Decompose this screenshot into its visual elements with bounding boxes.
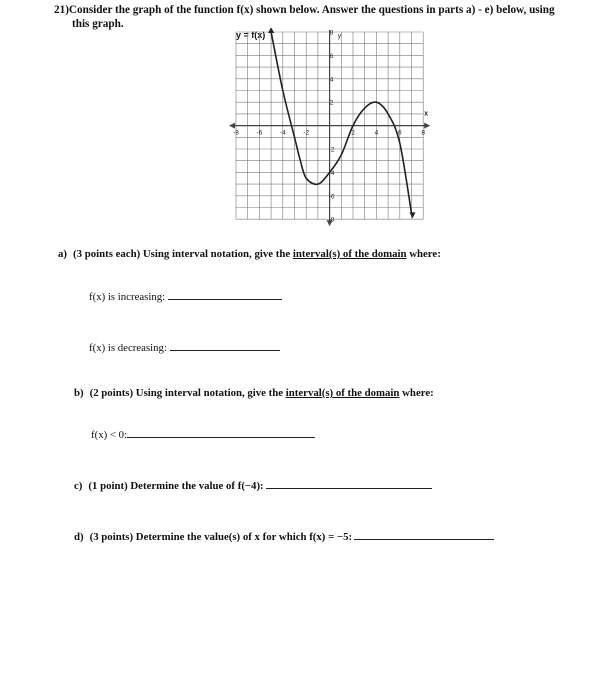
part-d-label: d) xyxy=(74,531,84,543)
part-b-underlined: interval(s) of the domain xyxy=(285,387,400,399)
part-d-answer-blank[interactable] xyxy=(354,530,494,540)
part-b-text: (2 points) Using interval notation, give the xyxy=(89,387,286,399)
x-tick-label: 6 xyxy=(397,129,402,137)
curve-arrow-end xyxy=(410,212,416,218)
negative-condition-label: f(x) < 0: xyxy=(91,429,128,441)
part-c-text: (1 point) Determine the value of f(−4): xyxy=(88,480,264,492)
decreasing-answer-blank[interactable] xyxy=(170,341,280,351)
curve-arrow-start xyxy=(268,28,274,33)
part-a-decreasing xyxy=(89,341,280,354)
question-intro-line1: Consider the graph of the function f(x) shown below. Answer the questions in parts a) - e) below, using xyxy=(68,4,555,16)
negative-answer-blank[interactable] xyxy=(127,428,315,438)
part-b-condition xyxy=(91,428,315,441)
x-tick-label: 2 xyxy=(351,129,355,137)
part-b-text-after: where: xyxy=(399,387,434,399)
x-tick-label: 4 xyxy=(374,129,379,137)
y-tick-label: -4 xyxy=(328,169,335,177)
x-axis-arrow-right xyxy=(424,123,430,129)
question-intro-line2: this graph. xyxy=(72,17,124,30)
part-a-prompt xyxy=(58,248,441,261)
part-c-prompt xyxy=(74,479,432,493)
question-intro xyxy=(54,4,584,31)
part-a-label: a) xyxy=(58,248,67,260)
question-number: 21) xyxy=(54,4,69,16)
part-d-text: (3 points) Determine the value(s) of x for which f(x) = −5: xyxy=(89,531,353,543)
y-tick-label: 8 xyxy=(329,29,334,37)
part-c-label: c) xyxy=(74,480,83,492)
y-tick-label: -8 xyxy=(328,216,335,224)
part-a-underlined: interval(s) of the domain xyxy=(292,248,407,260)
y-tick-label: 4 xyxy=(329,76,334,84)
y-tick-label: -2 xyxy=(328,146,335,154)
y-axis-label: y xyxy=(337,33,342,40)
y-tick-label: 2 xyxy=(329,99,334,107)
x-tick-label: -8 xyxy=(233,129,239,137)
x-tick-label: -6 xyxy=(256,129,263,137)
graph-title: y = f(x) xyxy=(236,30,266,40)
part-a-increasing xyxy=(89,290,282,303)
increasing-answer-blank[interactable] xyxy=(168,290,282,300)
part-d-prompt xyxy=(74,530,494,544)
function-graph xyxy=(222,28,442,243)
decreasing-label: f(x) is decreasing: xyxy=(89,342,167,354)
x-axis-arrow-left xyxy=(229,123,235,129)
part-b-label: b) xyxy=(74,387,84,399)
part-a-text-after: where: xyxy=(406,248,441,260)
x-tick-label: -4 xyxy=(279,129,286,137)
x-axis-label: x xyxy=(424,110,429,118)
x-tick-label: -2 xyxy=(303,129,310,137)
y-tick-label: -6 xyxy=(328,193,335,201)
y-tick-label: 6 xyxy=(329,52,334,60)
part-a-text: (3 points each) Using interval notation, give the xyxy=(73,248,293,260)
x-tick-label: 8 xyxy=(421,129,426,137)
part-b-prompt xyxy=(74,387,434,400)
increasing-label: f(x) is increasing: xyxy=(89,291,166,303)
part-c-answer-blank[interactable] xyxy=(266,479,432,489)
